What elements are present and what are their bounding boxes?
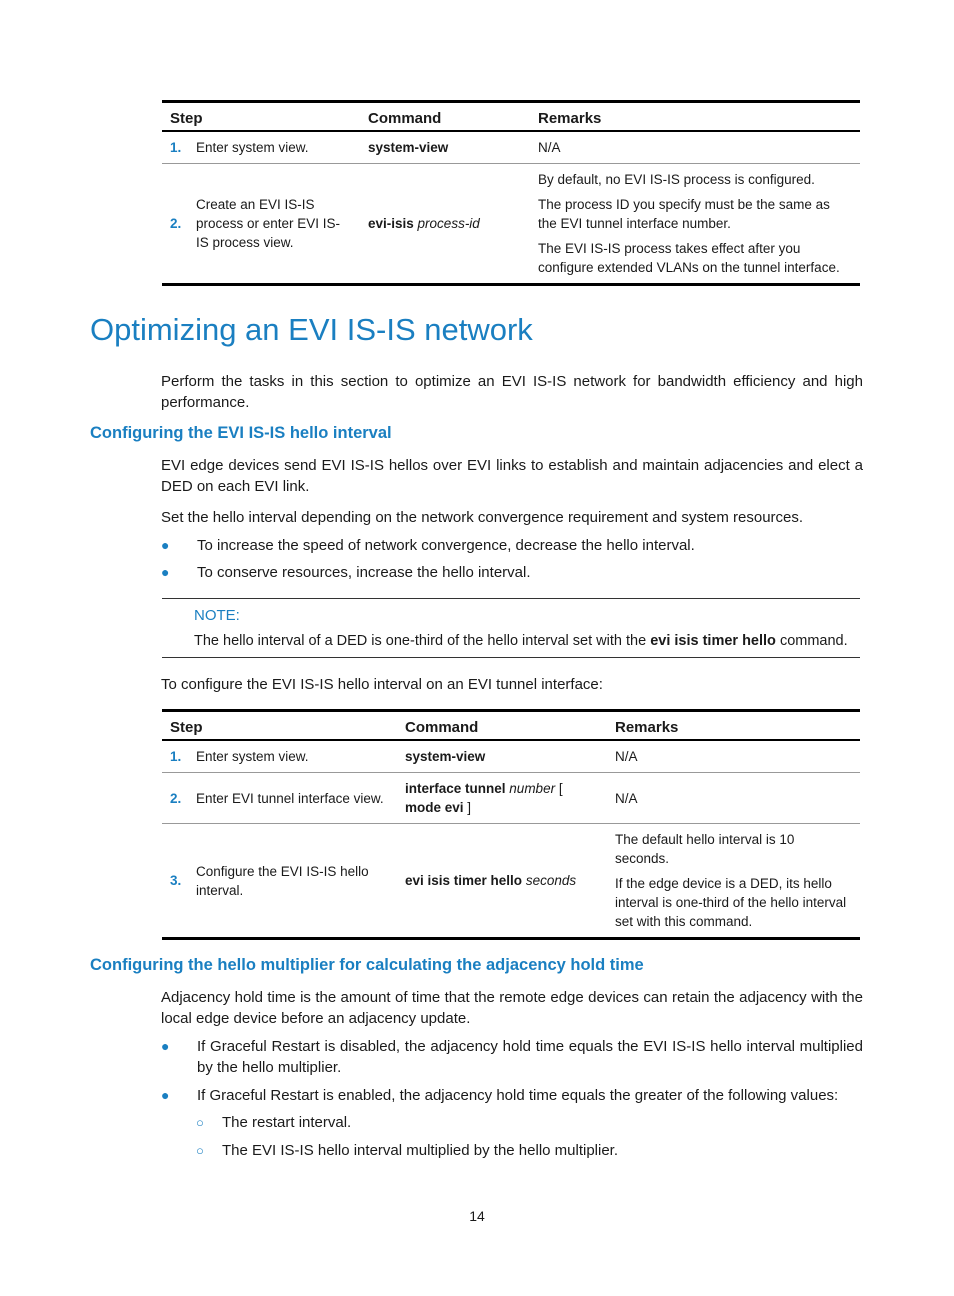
list-item-text: To increase the speed of network convergence, decrease the hello interval. (197, 537, 695, 554)
remark-text: If the edge device is a DED, its hello interval is one-third of the hello interval set with this command. (615, 876, 847, 929)
command-cell (360, 164, 530, 285)
remarks-cell (607, 740, 860, 773)
circle-bullet-icon: ○ (196, 1115, 204, 1130)
step-number: 2. (170, 216, 182, 231)
table-row (162, 740, 860, 773)
remark-text: N/A (538, 140, 561, 155)
command-bracket: [ (558, 781, 563, 796)
note-text (194, 633, 848, 649)
command-bracket: ] (467, 800, 472, 815)
remark-text: The process ID you specify must be the same as the EVI tunnel interface number. (538, 197, 830, 231)
remark-text: N/A (615, 790, 638, 806)
step-description: Create an EVI IS-IS process or enter EVI IS-IS process view. (196, 197, 341, 250)
header-command: Command (368, 110, 442, 127)
table-header-row (162, 102, 860, 132)
bullet-icon: ● (161, 564, 170, 580)
subsection-title-hello-interval: Configuring the EVI IS-IS hello interval (90, 424, 392, 442)
paragraph: Set the hello interval depending on the network convergence requirement and system resources. (161, 509, 804, 526)
list-item-text: If Graceful Restart is enabled, the adjacency hold time equals the greater of the following values: (197, 1087, 839, 1104)
bullet-icon: ● (161, 1038, 170, 1054)
remarks-cell (530, 164, 860, 285)
command-keyword: evi isis timer hello (405, 873, 523, 888)
remark-text: N/A (615, 749, 638, 764)
command-cell (397, 824, 607, 939)
note-box (162, 598, 860, 658)
note-text-part: command. (775, 633, 848, 649)
remarks-cell (530, 131, 860, 164)
command-keyword: system-view (368, 140, 449, 155)
command-cell (397, 740, 607, 773)
subsection-title-hello-multiplier: Configuring the hello multiplier for calculating the adjacency hold time (90, 956, 644, 974)
section-title: Optimizing an EVI IS-IS network (90, 312, 533, 347)
table-row (162, 824, 860, 939)
paragraph: Adjacency hold time is the amount of time that the remote edge devices can retain the adjacency with the local edge device before an adjacency update. (161, 989, 863, 1027)
note-text-part: The hello interval of a DED is one-third of the hello interval set with the (194, 633, 651, 649)
command-cell (360, 131, 530, 164)
header-step: Step (170, 110, 203, 127)
header-step: Step (170, 719, 203, 736)
step-number: 1. (170, 140, 182, 155)
note-label: NOTE: (194, 607, 240, 624)
step-number: 2. (170, 790, 182, 806)
bullet-icon: ● (161, 537, 170, 553)
remark-text: By default, no EVI IS-IS process is configured. (538, 172, 815, 187)
command-keyword: interface tunnel (405, 781, 506, 796)
command-keyword: evi-isis (368, 216, 414, 231)
header-remarks: Remarks (538, 110, 602, 127)
note-command: evi isis timer hello (650, 633, 776, 649)
command-argument: process-id (417, 216, 480, 231)
command-table-1 (162, 100, 860, 286)
header-command: Command (405, 719, 479, 736)
table-row (162, 164, 860, 285)
command-keyword: mode evi (405, 800, 464, 815)
command-argument: number (509, 781, 556, 796)
paragraph: To configure the EVI IS-IS hello interval on an EVI tunnel interface: (161, 676, 603, 693)
step-description: Configure the EVI IS-IS hello interval. (196, 863, 369, 898)
page-number: 14 (469, 1208, 485, 1224)
intro-paragraph: Perform the tasks in this section to optimize an EVI IS-IS network for bandwidth efficiency and high performance. (161, 373, 863, 411)
list-item-text: If Graceful Restart is disabled, the adjacency hold time equals the EVI IS-IS hello interval multiplied by the hello multiplier. (197, 1038, 863, 1076)
paragraph: EVI edge devices send EVI IS-IS hellos over EVI links to establish and maintain adjacencies and elect a DED on each EVI link. (161, 457, 863, 495)
sub-list-item-text: The restart interval. (222, 1114, 352, 1131)
step-description: Enter EVI tunnel interface view. (196, 790, 384, 806)
command-argument: seconds (525, 873, 577, 888)
sub-list-item-text: The EVI IS-IS hello interval multiplied by the hello multiplier. (222, 1142, 619, 1159)
remark-text: The default hello interval is 10 seconds. (615, 832, 795, 866)
step-number: 1. (170, 749, 182, 764)
command-cell (397, 773, 607, 824)
bullet-icon: ● (161, 1087, 170, 1103)
step-description: Enter system view. (196, 140, 309, 155)
step-description: Enter system view. (196, 749, 309, 764)
command-table-2 (162, 709, 860, 940)
command-keyword: system-view (405, 749, 486, 764)
list-item-text: To conserve resources, increase the hello interval. (197, 564, 531, 581)
remarks-cell (607, 824, 860, 939)
header-remarks: Remarks (615, 719, 679, 736)
step-number: 3. (170, 873, 182, 888)
circle-bullet-icon: ○ (196, 1143, 204, 1158)
table-row (162, 773, 860, 824)
table-header-row (162, 711, 860, 741)
remarks-cell (607, 773, 860, 824)
table-row (162, 131, 860, 164)
remark-text: The EVI IS-IS process takes effect after you configure extended VLANs on the tunnel interface. (538, 241, 840, 275)
